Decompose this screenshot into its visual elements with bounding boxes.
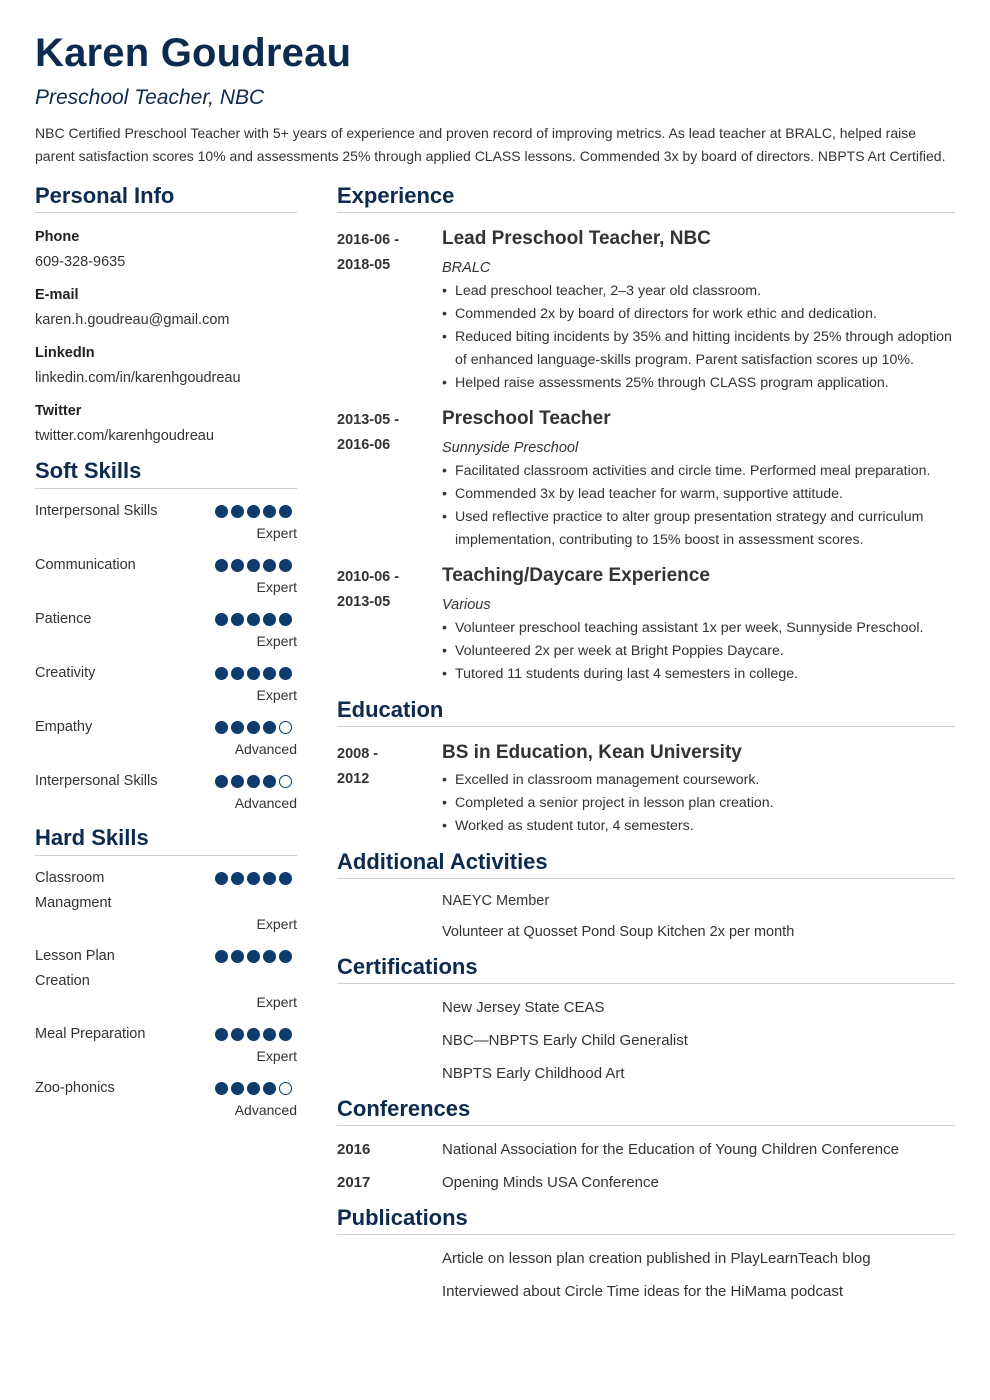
rating-dot-filled bbox=[215, 721, 228, 734]
rating-dot-empty bbox=[279, 1082, 292, 1095]
list-item: • Helped raise assessments 25% through CLASS program application. bbox=[442, 372, 955, 395]
rating-dot-filled bbox=[263, 721, 276, 734]
rating-dot-filled bbox=[247, 613, 260, 626]
skill-level: Expert bbox=[256, 916, 297, 932]
skill-level: Expert bbox=[256, 687, 297, 703]
rating-dot-filled bbox=[231, 1082, 244, 1095]
divider bbox=[35, 488, 297, 489]
edu-date-end: 2012 bbox=[337, 771, 370, 787]
skill-rating bbox=[215, 613, 292, 626]
skill-rating bbox=[215, 872, 292, 885]
rating-dot-filled bbox=[247, 505, 260, 518]
rating-dot-filled bbox=[231, 721, 244, 734]
summary: NBC Certified Preschool Teacher with 5+ years of experience and proven record of improving metrics. As lead teacher at BRALC, helped raise parent satisfaction scores 10% and assessments 25% through applied CLASS lessons. Commended 3x by board of directors. NBPTS Art Certified. bbox=[35, 125, 946, 164]
publications-heading: Publications bbox=[337, 1205, 468, 1230]
rating-dot-filled bbox=[215, 1028, 228, 1041]
rating-dot-filled bbox=[263, 667, 276, 680]
job-title: Teaching/Daycare Experience bbox=[442, 565, 710, 586]
divider bbox=[337, 212, 955, 213]
candidate-title: Preschool Teacher, NBC bbox=[35, 86, 265, 109]
skill-name: Empathy bbox=[35, 719, 93, 735]
skill-level: Expert bbox=[256, 579, 297, 595]
divider bbox=[35, 855, 297, 856]
skill-name: Classroom Managment bbox=[35, 870, 112, 911]
list-item: • Volunteer preschool teaching assistant 1x per week, Sunnyside Preschool. bbox=[442, 617, 955, 640]
rating-dot-filled bbox=[247, 950, 260, 963]
linkedin-value: linkedin.com/in/karenhgoudreau bbox=[35, 370, 241, 386]
job-org: BRALC bbox=[442, 260, 491, 276]
rating-dot-filled bbox=[263, 505, 276, 518]
skill-level: Expert bbox=[256, 525, 297, 541]
rating-dot-filled bbox=[215, 775, 228, 788]
publication-item: Interviewed about Circle Time ideas for the HiMama podcast bbox=[442, 1283, 844, 1300]
list-item: • Tutored 11 students during last 4 semesters in college. bbox=[442, 663, 955, 686]
job-date-start: 2016-06 - bbox=[337, 232, 400, 248]
rating-dot-filled bbox=[263, 613, 276, 626]
job-date-end: 2013-05 bbox=[337, 594, 391, 610]
list-item: • Excelled in classroom management coursework. bbox=[442, 769, 955, 792]
list-item: • Volunteered 2x per week at Bright Poppies Daycare. bbox=[442, 640, 955, 663]
conferences-heading: Conferences bbox=[337, 1096, 471, 1121]
skill-level: Advanced bbox=[234, 741, 297, 757]
skill-rating bbox=[215, 1082, 292, 1095]
divider bbox=[337, 878, 955, 879]
rating-dot-empty bbox=[279, 721, 292, 734]
rating-dot-filled bbox=[279, 950, 292, 963]
activities-heading: Additional Activities bbox=[337, 849, 548, 874]
edu-date-start: 2008 - bbox=[337, 746, 379, 762]
skill-rating bbox=[215, 559, 292, 572]
skill-rating bbox=[215, 721, 292, 734]
job-date-end: 2016-06 bbox=[337, 437, 391, 453]
rating-dot-filled bbox=[215, 872, 228, 885]
list-item: • Lead preschool teacher, 2–3 year old classroom. bbox=[442, 280, 955, 303]
certification-item: NBC—NBPTS Early Child Generalist bbox=[442, 1032, 688, 1049]
education-heading: Education bbox=[337, 697, 444, 722]
conference-year: 2016 bbox=[337, 1141, 371, 1158]
skill-level: Advanced bbox=[234, 795, 297, 811]
skill-name: Patience bbox=[35, 611, 92, 627]
list-item: • Reduced biting incidents by 35% and hitting incidents by 25% through adoption of enhanced language-skills program. Parent satisfaction scores up 10%. bbox=[442, 326, 955, 372]
skill-level: Expert bbox=[256, 633, 297, 649]
rating-dot-filled bbox=[231, 950, 244, 963]
rating-dot-filled bbox=[215, 1082, 228, 1095]
list-item: • Commended 3x by lead teacher for warm, supportive attitude. bbox=[442, 483, 955, 506]
job-bullets bbox=[442, 280, 955, 395]
activity-item: Volunteer at Quosset Pond Soup Kitchen 2x per month bbox=[442, 924, 795, 940]
twitter-label: Twitter bbox=[35, 403, 82, 419]
skill-name: Zoo-phonics bbox=[35, 1080, 115, 1096]
list-item: • Facilitated classroom activities and circle time. Performed meal preparation. bbox=[442, 460, 955, 483]
certification-item: New Jersey State CEAS bbox=[442, 999, 605, 1016]
skill-rating bbox=[215, 667, 292, 680]
skill-name: Meal Preparation bbox=[35, 1026, 146, 1042]
phone-value: 609-328-9635 bbox=[35, 254, 126, 270]
degree-title: BS in Education, Kean University bbox=[442, 742, 742, 763]
list-item: • Worked as student tutor, 4 semesters. bbox=[442, 815, 955, 838]
certifications-heading: Certifications bbox=[337, 954, 478, 979]
rating-dot-filled bbox=[263, 559, 276, 572]
rating-dot-filled bbox=[247, 667, 260, 680]
job-date-end: 2018-05 bbox=[337, 257, 391, 273]
rating-dot-filled bbox=[279, 1028, 292, 1041]
rating-dot-empty bbox=[279, 775, 292, 788]
conference-year: 2017 bbox=[337, 1174, 371, 1191]
skill-rating bbox=[215, 505, 292, 518]
experience-heading: Experience bbox=[337, 183, 455, 208]
rating-dot-filled bbox=[247, 559, 260, 572]
rating-dot-filled bbox=[231, 505, 244, 518]
candidate-name: Karen Goudreau bbox=[35, 31, 352, 75]
rating-dot-filled bbox=[263, 1082, 276, 1095]
rating-dot-filled bbox=[247, 1082, 260, 1095]
rating-dot-filled bbox=[231, 559, 244, 572]
rating-dot-filled bbox=[279, 559, 292, 572]
rating-dot-filled bbox=[247, 872, 260, 885]
skill-level: Expert bbox=[256, 994, 297, 1010]
list-item: • Used reflective practice to alter group presentation strategy and curriculum implementation, contributing to 15% boost in assessment scores. bbox=[442, 506, 955, 552]
skill-name: Communication bbox=[35, 557, 136, 573]
job-date-start: 2010-06 - bbox=[337, 569, 400, 585]
skill-level: Advanced bbox=[234, 1102, 297, 1118]
skill-rating bbox=[215, 950, 292, 963]
job-org: Sunnyside Preschool bbox=[442, 440, 579, 456]
list-item: • Completed a senior project in lesson plan creation. bbox=[442, 792, 955, 815]
skill-rating bbox=[215, 1028, 292, 1041]
rating-dot-filled bbox=[215, 613, 228, 626]
job-bullets bbox=[442, 460, 955, 552]
soft-skills-heading: Soft Skills bbox=[35, 458, 142, 483]
skill-name: Interpersonal Skills bbox=[35, 773, 158, 789]
twitter-value: twitter.com/karenhgoudreau bbox=[35, 428, 214, 444]
rating-dot-filled bbox=[231, 775, 244, 788]
activity-item: NAEYC Member bbox=[442, 893, 550, 909]
phone-label: Phone bbox=[35, 229, 80, 245]
rating-dot-filled bbox=[263, 1028, 276, 1041]
rating-dot-filled bbox=[231, 1028, 244, 1041]
email-value: karen.h.goudreau@gmail.com bbox=[35, 312, 230, 328]
divider bbox=[337, 726, 955, 727]
rating-dot-filled bbox=[279, 613, 292, 626]
rating-dot-filled bbox=[279, 667, 292, 680]
conference-name: Opening Minds USA Conference bbox=[442, 1174, 659, 1191]
skill-name: Lesson Plan Creation bbox=[35, 948, 115, 989]
divider bbox=[337, 1234, 955, 1235]
rating-dot-filled bbox=[231, 667, 244, 680]
linkedin-label: LinkedIn bbox=[35, 345, 95, 361]
divider bbox=[35, 212, 297, 213]
personal-info-heading: Personal Info bbox=[35, 183, 175, 208]
hard-skills-heading: Hard Skills bbox=[35, 825, 149, 850]
job-title: Lead Preschool Teacher, NBC bbox=[442, 228, 711, 249]
skill-name: Creativity bbox=[35, 665, 96, 681]
skill-level: Expert bbox=[256, 1048, 297, 1064]
conference-name: National Association for the Education of Young Children Conference bbox=[442, 1141, 899, 1158]
rating-dot-filled bbox=[279, 872, 292, 885]
job-date-start: 2013-05 - bbox=[337, 412, 400, 428]
divider bbox=[337, 983, 955, 984]
publication-item: Article on lesson plan creation published in PlayLearnTeach blog bbox=[442, 1250, 871, 1267]
rating-dot-filled bbox=[247, 721, 260, 734]
rating-dot-filled bbox=[263, 775, 276, 788]
rating-dot-filled bbox=[279, 505, 292, 518]
rating-dot-filled bbox=[263, 872, 276, 885]
skill-name: Interpersonal Skills bbox=[35, 503, 158, 519]
job-org: Various bbox=[442, 597, 491, 613]
job-title: Preschool Teacher bbox=[442, 408, 611, 429]
rating-dot-filled bbox=[247, 775, 260, 788]
job-bullets bbox=[442, 617, 955, 686]
rating-dot-filled bbox=[215, 505, 228, 518]
rating-dot-filled bbox=[247, 1028, 260, 1041]
rating-dot-filled bbox=[263, 950, 276, 963]
edu-bullets bbox=[442, 769, 955, 838]
email-label: E-mail bbox=[35, 287, 79, 303]
list-item: • Commended 2x by board of directors for work ethic and dedication. bbox=[442, 303, 955, 326]
divider bbox=[337, 1125, 955, 1126]
rating-dot-filled bbox=[231, 613, 244, 626]
rating-dot-filled bbox=[215, 950, 228, 963]
skill-rating bbox=[215, 775, 292, 788]
rating-dot-filled bbox=[215, 559, 228, 572]
rating-dot-filled bbox=[231, 872, 244, 885]
certification-item: NBPTS Early Childhood Art bbox=[442, 1065, 625, 1082]
rating-dot-filled bbox=[215, 667, 228, 680]
